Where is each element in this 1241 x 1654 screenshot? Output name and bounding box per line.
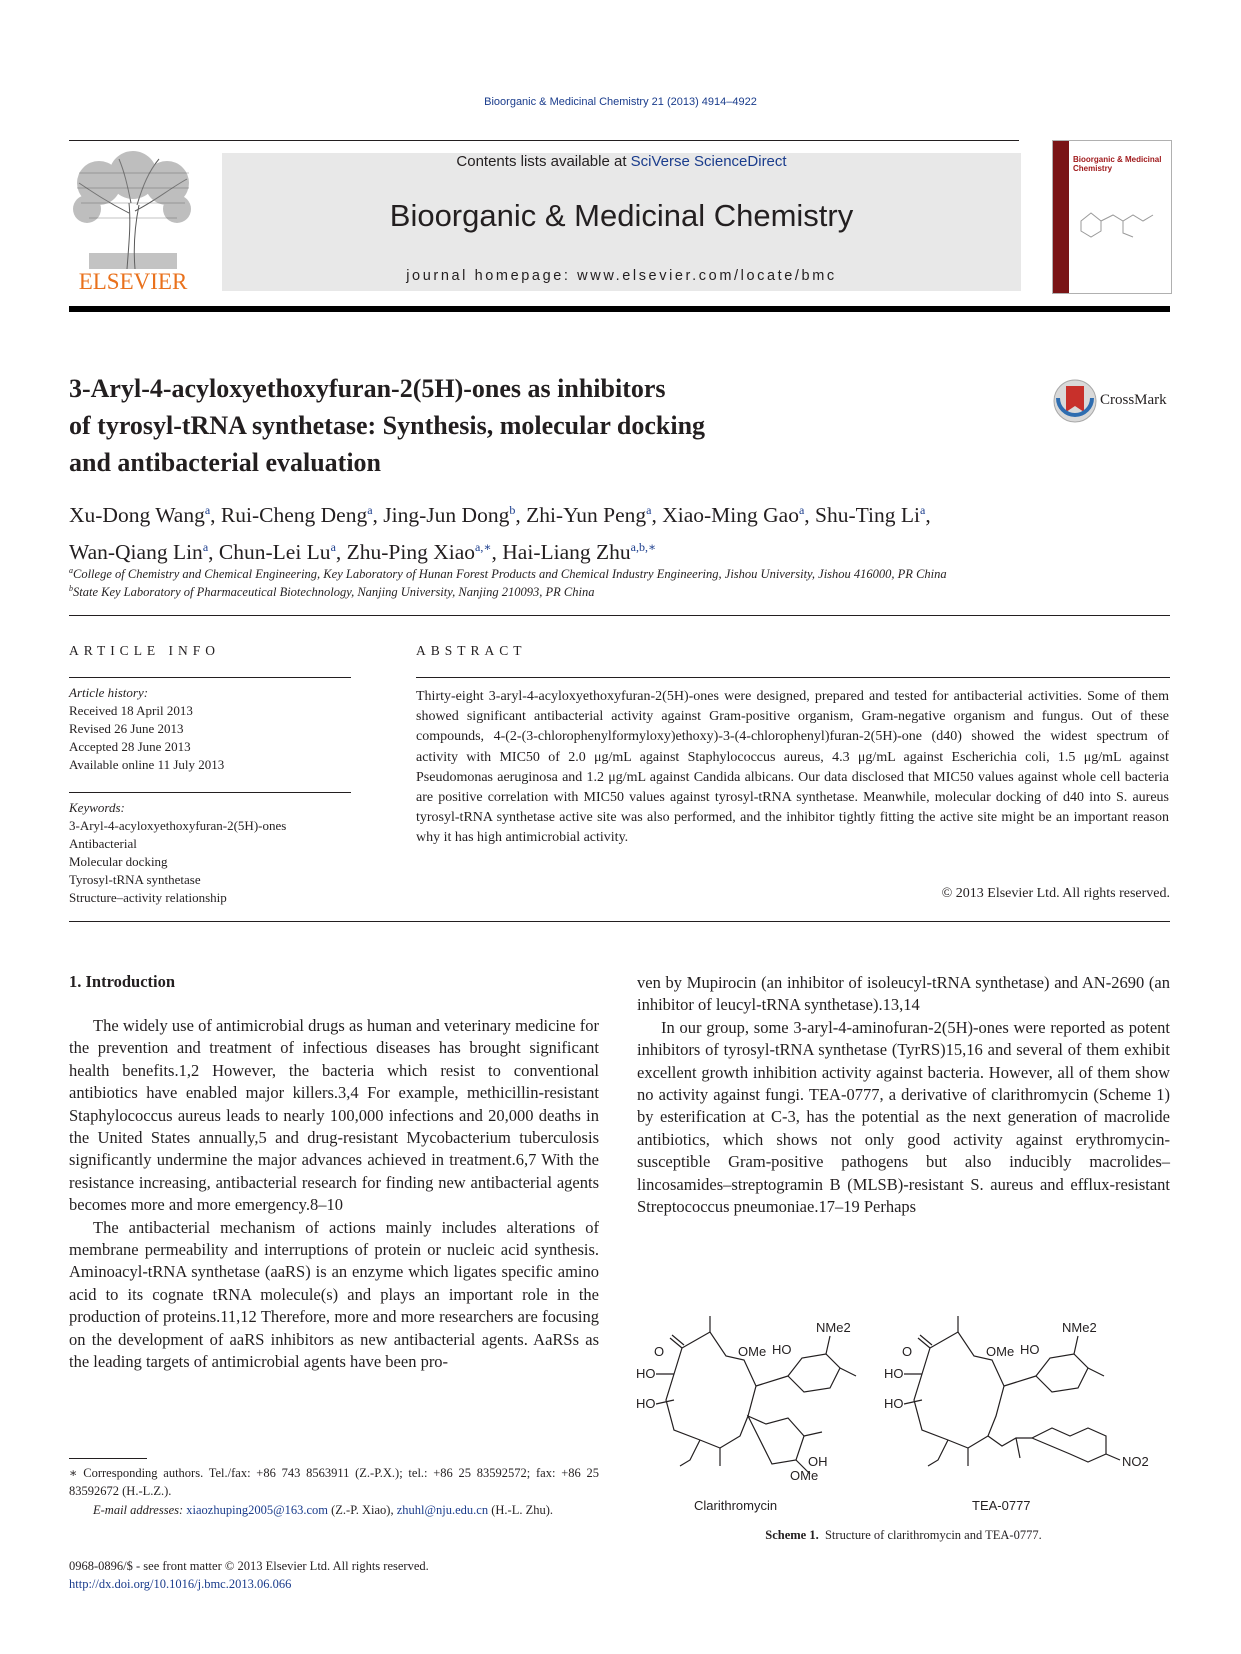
sciencedirect-link[interactable]: SciVerse ScienceDirect (630, 153, 787, 170)
elsevier-tree-icon (69, 153, 197, 271)
carbonyl-o-right: O (902, 1344, 913, 1359)
author[interactable]: Xu-Dong Wang$^a$ (69, 503, 211, 528)
ome-label-left-2: OMe (790, 1468, 819, 1483)
history-revised: Revised 26 June 2013 (69, 721, 184, 736)
oh-label-left: OH (808, 1454, 828, 1469)
intro-paragraph-4: In our group, some 3-aryl-4-aminofuran-2(5H)-ones were reported as potent inhibitors of tyrosyl-tRNA synthetase (TyrRS)15,16 and several of them exhibit excellent growth inhibition activity against bacteria. However, all of them show no activity against fungi. TEA-0777, a derivative of clarithromycin (Scheme 1) by esterification at C-3, has the potential as the next generation of macrolide antibiotics, which shows not only good activity against erythromycin-susceptible Gram-positive pathogens but also inducibly macrolides–lincosamides–streptogramin B (MLSB)-resistant S. aureus and efflux-resistant Streptococcus pneumoniae.17–19 Perhaps (637, 1017, 1170, 1217)
contents-line (222, 153, 1021, 170)
doi-link[interactable]: http://dx.doi.org/10.1016/j.bmc.2013.06.066 (69, 1577, 292, 1591)
carbonyl-o-left: O (654, 1344, 665, 1359)
affiliation-b: $^b$State Key Laboratory of Pharmaceutical Biotechnology, Nanjing University, Nanjing 210093, PR China (69, 584, 595, 600)
scheme-1-figure (636, 1288, 1170, 1518)
ho-label-left: HO (772, 1342, 792, 1357)
nme2-label-right: NMe2 (1062, 1320, 1097, 1335)
contents-prefix: Contents lists available at (456, 153, 631, 170)
title-line-1: 3-Aryl-4-acyloxyethoxyfuran-2(5H)-ones as inhibitors (69, 374, 666, 403)
email-label: E-mail addresses: (93, 1503, 184, 1517)
tea-0777-label: TEA-0777 (972, 1498, 1031, 1513)
intro-paragraph-1: The widely use of antimicrobial drugs as human and veterinary medicine for the prevention and treatment of infectious diseases has brought significant health benefits.1,2 However, the bacteria which resist to conventional antibiotics have enabled major killers.3,4 For example, methicillin-resistant Staphylococcus aureus leads to nearly 100,000 infections and 20,000 deaths in the United States annually,5 and drug-resistant Mycobacterium tuberculosis significantly undermine the major advances achieved in treatment.6,7 With the resistance increasing, antibacterial research for finding new antibacterial agents becomes more and more emergency.8–10 (69, 1016, 599, 1215)
author[interactable]: Chun-Lei Lu$^a$ (218, 540, 336, 565)
article-info-heading: ARTICLE INFO (69, 643, 221, 658)
author[interactable]: Zhu-Ping Xiao$^{a,∗}$ (346, 540, 492, 565)
author[interactable]: Jing-Jun Dong$^b$ (383, 503, 516, 528)
ho-label-left-3: HO (636, 1396, 656, 1411)
affiliation-a: $^a$College of Chemistry and Chemical Engineering, Key Laboratory of Hunan Forest Products and Chemical Industry Engineering, Jishou University, Jishou 416000, PR China (69, 566, 947, 582)
abstract-rule (416, 677, 1170, 678)
footnote-rule (69, 1458, 147, 1459)
chemical-structures-icon (636, 1288, 1170, 1518)
no2-label: NO2 (1122, 1454, 1149, 1469)
elsevier-wordmark: ELSEVIER (78, 269, 188, 294)
keyword: Antibacterial (69, 836, 137, 851)
journal-citation[interactable]: Bioorganic & Medicinal Chemistry 21 (2013) 4914–4922 (484, 96, 757, 108)
crossmark-icon (1052, 378, 1098, 424)
history-online: Available online 11 July 2013 (69, 757, 225, 772)
history-label: Article history: (69, 685, 149, 700)
title-line-3: and antibacterial evaluation (69, 448, 382, 477)
author[interactable]: Wan-Qiang Lin$^a$ (69, 540, 209, 565)
keyword: 3-Aryl-4-acyloxyethoxyfuran-2(5H)-ones (69, 818, 287, 833)
caption-text: Structure of clarithromycin and TEA-0777. (824, 1528, 1042, 1542)
ho-label-right: HO (1020, 1342, 1040, 1357)
cover-molecule-icon (1077, 201, 1161, 241)
nme2-label-left: NMe2 (816, 1320, 851, 1335)
author[interactable]: Rui-Cheng Deng$^a$ (220, 503, 373, 528)
intro-column-right (637, 972, 1170, 1218)
article-history (69, 684, 351, 774)
header-bottom-rule (69, 306, 1170, 312)
abstract-text: Thirty-eight 3-aryl-4-acyloxyethoxyfuran-2(5H)-ones were designed, prepared and tested for antibacterial activities. Some of them showed significant antibacterial activity against Gram-positive organism, Gram-negative organism and fungus. Out of these compounds, 4-(2-(3-chlorophenylformyloxy)ethoxy)-3-(4-chlorophenyl)furan-2(5H)-one (d40) showed the widest spectrum of activity with MIC50 of 2.0 μg/mL against Staphylococcus aureus, 4.3 μg/mL against Escherichia coli, 1.5 μg/mL against Pseudomonas aeruginosa and 1.2 μg/mL against Candida albicans. Our data disclosed that MIC50 values against whole cell bacteria are positive correlation with MIC50 values against tyrosyl-tRNA synthetase. Meanwhile, molecular docking of d40 into S. aureus tyrosyl-tRNA synthetase active site was also performed, and the inhibitor tightly fitting the active site might be an important reason why it has high antimicrobial activity. (416, 689, 1169, 846)
history-accepted: Accepted 28 June 2013 (69, 739, 191, 754)
title-line-2: of tyrosyl-tRNA synthetase: Synthesis, molecular docking (69, 411, 706, 440)
keywords-label: Keywords: (69, 800, 125, 815)
intro-column-left (69, 1015, 599, 1374)
intro-paragraph-2: The antibacterial mechanism of actions mainly includes alterations of membrane permeability and interruptions of protein or nucleic acid synthesis. Aminoacyl-tRNA synthetase (aaRS) is an enzyme which ligates specific amino acid to its cognate tRNA molecule(s) and plays an important role in the production of proteins.11,12 Therefore, more and more researchers are focusing on the development of aaRS inhibitors as new antibacterial agents. AaRSs as the leading targets of antimicrobial agents have been pro- (69, 1217, 599, 1372)
crossmark-label: CrossMark (1100, 392, 1167, 408)
email-owner-zhu: (H.-L. Zhu). (491, 1503, 554, 1517)
clarithromycin-label: Clarithromycin (694, 1498, 778, 1513)
cover-title: Bioorganic & Medicinal Chemistry (1073, 155, 1162, 173)
journal-homepage[interactable]: journal homepage: www.elsevier.com/locate/bmc (406, 268, 837, 284)
intro-paragraph-3: ven by Mupirocin (an inhibitor of isoleucyl-tRNA synthetase) and AN-2690 (an inhibitor of leucyl-tRNA synthetase).13,14 (637, 973, 1170, 1015)
ho-label-right-2: HO (884, 1366, 904, 1381)
ho-label-right-3: HO (884, 1396, 904, 1411)
elsevier-logo (69, 153, 197, 293)
corresponding-footnote: ∗ Corresponding authors. Tel./fax: +86 743 8563911 (Z.-P.X.); tel.: +86 25 83592572; fax: +86 25 83592672 (H.-L.Z.). (69, 1466, 599, 1498)
keywords (69, 799, 351, 907)
ome-label-right: OMe (986, 1344, 1015, 1359)
article-title (69, 370, 899, 481)
author[interactable]: Hai-Liang Zhu$^{a,b,∗}$ (502, 540, 657, 565)
divider-after-abstract (69, 921, 1170, 922)
sugar-ring-upper-left (788, 1354, 840, 1392)
keyword: Tyrosyl-tRNA synthetase (69, 872, 201, 887)
author-list: Xu-Dong Wang$^a$, Rui-Cheng Deng$^a$, Jing-Jun Dong$^b$, Zhi-Yun Peng$^a$, Xiao-Ming Gao$^a$, Shu-Ting Li$^a$, Wan-Qiang Lin$^a$, Chun-Lei Lu$^a$, Zhu-Ping Xiao$^{a,∗}$, Hai-Liang Zhu$^{a,b,∗}$ (69, 503, 931, 565)
email-footnote (69, 1501, 599, 1519)
abstract-heading: ABSTRACT (416, 643, 527, 658)
caption-label: Scheme 1. (765, 1528, 819, 1542)
header-top-rule (69, 140, 1019, 141)
abstract-copyright: © 2013 Elsevier Ltd. All rights reserved. (941, 886, 1170, 901)
crossmark-badge[interactable] (1052, 378, 1177, 424)
keyword: Molecular docking (69, 854, 168, 869)
author[interactable]: Xiao-Ming Gao$^a$ (662, 503, 805, 528)
nitrophenyl-ring (1032, 1428, 1106, 1462)
sugar-ring-upper-right (1036, 1354, 1088, 1392)
email-owner-xiao: (Z.-P. Xiao), (331, 1503, 394, 1517)
sugar-ring-lower-left (748, 1416, 804, 1464)
cover-spine (1053, 141, 1069, 293)
divider-after-affiliations (69, 615, 1170, 616)
introduction-heading: 1. Introduction (69, 972, 176, 991)
keywords-rule (69, 792, 351, 793)
keyword: Structure–activity relationship (69, 890, 227, 905)
ho-label-left-2: HO (636, 1366, 656, 1381)
author[interactable]: Shu-Ting Li$^a$ (815, 503, 926, 528)
journal-title: Bioorganic & Medicinal Chemistry (389, 198, 854, 233)
article-info-rule (69, 677, 351, 678)
author[interactable]: Zhi-Yun Peng$^a$ (526, 503, 652, 528)
issn-line: 0968-0896/$ - see front matter © 2013 Elsevier Ltd. All rights reserved. (69, 1559, 429, 1573)
ome-label-left: OMe (738, 1344, 767, 1359)
email-link-zhu[interactable]: zhuhl@nju.edu.cn (396, 1503, 489, 1517)
email-link-xiao[interactable]: xiaozhuping2005@163.com (186, 1503, 328, 1517)
journal-cover[interactable] (1052, 140, 1172, 294)
scheme-1-caption (637, 1528, 1170, 1543)
history-received: Received 18 April 2013 (69, 703, 193, 718)
